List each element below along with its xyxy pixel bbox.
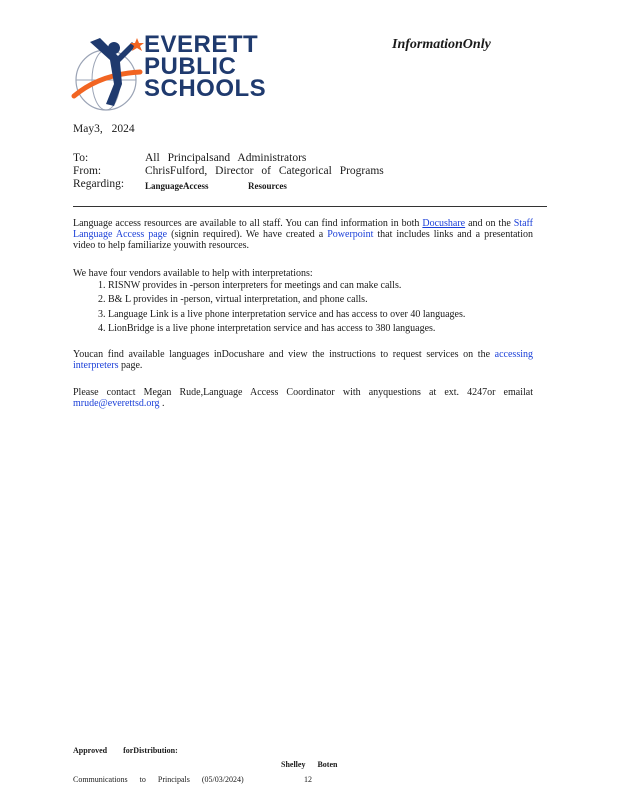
para1-text-3: (signin required). We have created a <box>167 229 328 241</box>
header-divider <box>73 206 547 207</box>
from-label: From: <box>73 165 102 177</box>
para1-text-1: Language access resources are available to all staff. You can find information in both <box>73 218 423 229</box>
district-logo <box>70 31 267 114</box>
accessing-interpreters-link[interactable]: accessing interpreters <box>73 349 533 372</box>
para1-text-2: and on the <box>465 218 514 229</box>
footer-note: Communications to Principals (05/03/2024) <box>73 775 244 784</box>
vendors-intro: We have four vendors available to help with interpretations: <box>73 268 313 279</box>
para3-text-1: Youcan find available languages inDocushare and view the instructions to request services on the <box>73 349 495 360</box>
para3-text-2: page. <box>118 360 143 372</box>
regarding-value-1: LanguageAccess <box>145 181 209 191</box>
paragraph-vendors <box>73 268 533 336</box>
docushare-link[interactable]: Docushare <box>422 218 466 229</box>
to-value: All Principalsand Administrators <box>145 152 307 164</box>
logo-figure-icon <box>70 34 144 114</box>
to-label: To: <box>73 152 89 164</box>
list-item: 3. Language Link is a live phone interpretation service and has access to over 40 languages. <box>108 308 533 322</box>
approved-label: Approved forDistribution: <box>73 746 178 755</box>
information-only-label: InformationOnly <box>392 37 491 52</box>
paragraph-resources <box>73 218 533 252</box>
list-item: 1. RISNW provides in -person interpreters for meetings and can make calls. <box>108 279 533 293</box>
logo-line-2: PUBLIC <box>144 53 237 80</box>
signer-name: Shelley Boten <box>281 760 338 769</box>
powerpoint-link[interactable]: Powerpoint <box>327 229 374 241</box>
staff-language-access-link[interactable]: Staff Language Access page <box>73 218 534 241</box>
from-value: ChrisFulford, Director of Categorical Programs <box>145 165 384 177</box>
para4-text-1: Please contact Megan Rude,Language Access Coordinator with anyquestions at ext. 4247or emailat <box>73 387 533 398</box>
list-item: 4. LionBridge is a live phone interpretation service and has access to 380 languages. <box>108 322 533 336</box>
memo-date: May3, 2024 <box>73 123 135 135</box>
paragraph-contact <box>73 387 533 409</box>
list-item: 2. B& L provides in -person, virtual interpretation, and phone calls. <box>108 293 533 307</box>
para4-text-2: . <box>159 398 165 410</box>
regarding-value-2: Resources <box>248 181 287 191</box>
logo-line-3: SCHOOLS <box>144 75 267 102</box>
vendor-list <box>73 279 533 336</box>
email-link[interactable]: mrude@everettsd.org <box>73 398 160 410</box>
paragraph-docushare <box>73 349 533 371</box>
memo-header <box>0 152 618 192</box>
page-number: 12 <box>304 775 312 784</box>
logo-line-1: EVERETT <box>144 31 259 58</box>
regarding-label: Regarding: <box>73 178 125 190</box>
para1-text-4: that includes links and a presentation video to help familiarize youwith resources. <box>73 229 533 252</box>
